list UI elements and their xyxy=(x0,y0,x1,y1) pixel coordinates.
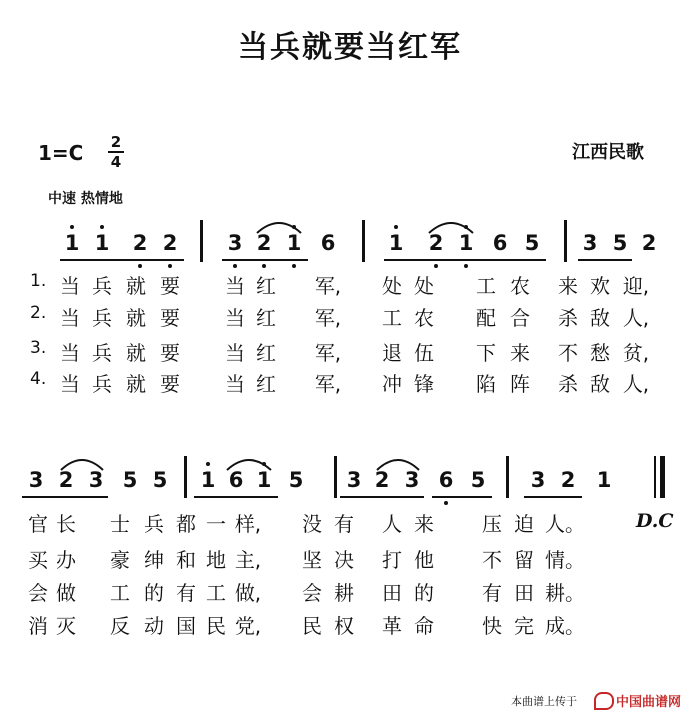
lyric-syllable: 没 xyxy=(302,512,322,536)
barline xyxy=(184,456,187,498)
octave-dot-low xyxy=(233,264,237,268)
lyric-syllable: 情。 xyxy=(545,548,585,572)
lyric-syllable: 田 xyxy=(382,581,402,605)
note-underline xyxy=(194,496,278,498)
lyric-syllable: 完 xyxy=(514,614,534,638)
lyric-syllable: 退 xyxy=(382,341,402,365)
lyric-syllable: 有 xyxy=(482,581,502,605)
lyric-syllable: 红 xyxy=(256,372,276,396)
note: 3 xyxy=(346,468,362,492)
barline xyxy=(564,220,567,262)
lyric-syllable: 红 xyxy=(256,306,276,330)
lyric-syllable: 军, xyxy=(314,341,342,365)
lyric-syllable: 当 xyxy=(60,274,80,298)
note: 1 xyxy=(200,468,216,492)
barline xyxy=(362,220,365,262)
note-underline xyxy=(222,259,308,261)
note: 1 xyxy=(458,231,474,255)
octave-dot-low xyxy=(262,264,266,268)
note: 2 xyxy=(560,468,576,492)
lyric-syllable: 迫 xyxy=(514,512,534,536)
lyric-syllable: 伍 xyxy=(414,341,434,365)
lyric-syllable: 耕 xyxy=(334,581,354,605)
lyric-syllable: 都 xyxy=(176,512,196,536)
lyric-syllable: 要 xyxy=(160,372,180,396)
final-barline-thick xyxy=(660,456,665,498)
note: 5 xyxy=(612,231,628,255)
lyric-syllable: 工 xyxy=(476,274,496,298)
note: 5 xyxy=(152,468,168,492)
lyric-syllable: 迎, xyxy=(622,274,650,298)
lyric-syllable: 坚 xyxy=(302,548,322,572)
lyric-syllable: 打 xyxy=(382,548,402,572)
lyric-syllable: 工 xyxy=(206,581,226,605)
lyric-syllable: 人。 xyxy=(545,512,585,536)
lyric-syllable: 人, xyxy=(622,306,650,330)
lyric-syllable: 敌 xyxy=(590,372,610,396)
lyric-syllable: 成。 xyxy=(545,614,585,638)
lyric-syllable: 处 xyxy=(414,274,434,298)
note: 3 xyxy=(404,468,420,492)
lyric-syllable: 长 xyxy=(56,512,76,536)
octave-dot-low xyxy=(138,264,142,268)
lyric-syllable: 会 xyxy=(28,581,48,605)
octave-dot-low xyxy=(168,264,172,268)
lyric-syllable: 豪 xyxy=(110,548,130,572)
lyric-syllable: 一 xyxy=(206,512,226,536)
slur xyxy=(256,219,302,235)
lyric-syllable: 的 xyxy=(414,581,434,605)
time-signature-bottom: 4 xyxy=(110,153,122,171)
note: 5 xyxy=(524,231,540,255)
site-logo-icon xyxy=(594,692,614,710)
note: 1 xyxy=(286,231,302,255)
key-signature: 1=C xyxy=(38,141,84,165)
lyric-syllable: 就 xyxy=(126,341,146,365)
lyric-syllable: 来 xyxy=(414,512,434,536)
song-title: 当兵就要当红军 xyxy=(238,30,462,65)
note: 6 xyxy=(320,231,336,255)
lyric-syllable: 军, xyxy=(314,306,342,330)
lyric-syllable: 合 xyxy=(510,306,530,330)
lyric-syllable: 有 xyxy=(176,581,196,605)
octave-dot-high xyxy=(100,225,104,229)
note: 2 xyxy=(374,468,390,492)
octave-dot-low xyxy=(464,264,468,268)
lyric-syllable: 要 xyxy=(160,274,180,298)
verse-number: 4. xyxy=(30,369,47,389)
lyric-syllable: 人, xyxy=(622,372,650,396)
lyric-syllable: 冲 xyxy=(382,372,402,396)
barline xyxy=(334,456,337,498)
lyric-syllable: 党, xyxy=(234,614,262,638)
octave-dot-low xyxy=(434,264,438,268)
note: 3 xyxy=(28,468,44,492)
lyric-syllable: 革 xyxy=(382,614,402,638)
final-barline-thin xyxy=(654,456,656,498)
verse-number: 2. xyxy=(30,303,47,323)
note: 1 xyxy=(64,231,80,255)
lyric-syllable: 阵 xyxy=(510,372,530,396)
slur xyxy=(60,456,104,472)
note: 5 xyxy=(288,468,304,492)
lyric-syllable: 地 xyxy=(206,548,226,572)
lyric-syllable: 决 xyxy=(334,548,354,572)
tempo-marking: 中速 热情地 xyxy=(48,191,123,207)
lyric-syllable: 绅 xyxy=(144,548,164,572)
lyric-syllable: 不 xyxy=(482,548,502,572)
note: 2 xyxy=(256,231,272,255)
lyric-syllable: 权 xyxy=(334,614,354,638)
lyric-syllable: 和 xyxy=(176,548,196,572)
lyric-syllable: 处 xyxy=(382,274,402,298)
lyric-syllable: 工 xyxy=(382,306,402,330)
lyric-syllable: 工 xyxy=(110,581,130,605)
note: 3 xyxy=(227,231,243,255)
note: 5 xyxy=(470,468,486,492)
lyric-syllable: 军, xyxy=(314,372,342,396)
lyric-syllable: 配 xyxy=(476,306,496,330)
lyric-syllable: 压 xyxy=(482,512,502,536)
lyric-syllable: 就 xyxy=(126,274,146,298)
lyric-syllable: 农 xyxy=(510,274,530,298)
lyric-syllable: 有 xyxy=(334,512,354,536)
lyric-syllable: 民 xyxy=(302,614,322,638)
note: 1 xyxy=(94,231,110,255)
note: 6 xyxy=(438,468,454,492)
lyric-syllable: 做, xyxy=(234,581,262,605)
lyric-syllable: 贫, xyxy=(622,341,650,365)
barline xyxy=(200,220,203,262)
note: 2 xyxy=(428,231,444,255)
lyric-syllable: 主, xyxy=(234,548,262,572)
lyric-syllable: 办 xyxy=(56,548,76,572)
lyric-syllable: 国 xyxy=(176,614,196,638)
lyric-syllable: 当 xyxy=(60,341,80,365)
lyric-syllable: 杀 xyxy=(558,372,578,396)
note-underline xyxy=(432,496,492,498)
dc-marking: D.C xyxy=(636,510,674,532)
note: 6 xyxy=(492,231,508,255)
lyric-syllable: 兵 xyxy=(92,306,112,330)
lyric-syllable: 的 xyxy=(144,581,164,605)
slur xyxy=(226,456,272,472)
lyric-syllable: 命 xyxy=(414,614,434,638)
octave-dot-high xyxy=(70,225,74,229)
lyric-syllable: 当 xyxy=(225,306,245,330)
lyric-syllable: 农 xyxy=(414,306,434,330)
slur xyxy=(376,456,420,472)
lyric-syllable: 兵 xyxy=(92,341,112,365)
note: 1 xyxy=(256,468,272,492)
lyric-syllable: 反 xyxy=(110,614,130,638)
lyric-syllable: 样, xyxy=(234,512,262,536)
note-underline xyxy=(384,259,546,261)
lyric-syllable: 灭 xyxy=(56,614,76,638)
lyric-syllable: 欢 xyxy=(590,274,610,298)
lyric-syllable: 动 xyxy=(144,614,164,638)
note: 2 xyxy=(641,231,657,255)
note: 2 xyxy=(58,468,74,492)
lyric-syllable: 消 xyxy=(28,614,48,638)
note-underline xyxy=(340,496,424,498)
verse-number: 3. xyxy=(30,338,47,358)
note: 5 xyxy=(122,468,138,492)
lyric-syllable: 军, xyxy=(314,274,342,298)
lyric-syllable: 当 xyxy=(60,372,80,396)
lyric-syllable: 官 xyxy=(28,512,48,536)
note: 3 xyxy=(582,231,598,255)
lyric-syllable: 不 xyxy=(558,341,578,365)
octave-dot-low xyxy=(444,501,448,505)
note-underline xyxy=(60,259,184,261)
lyric-syllable: 兵 xyxy=(92,372,112,396)
note: 1 xyxy=(596,468,612,492)
lyric-syllable: 兵 xyxy=(92,274,112,298)
lyric-syllable: 愁 xyxy=(590,341,610,365)
site-logo-text: 中国曲谱网 xyxy=(616,695,682,710)
lyric-syllable: 敌 xyxy=(590,306,610,330)
note: 6 xyxy=(228,468,244,492)
verse-number: 1. xyxy=(30,271,47,291)
lyric-syllable: 下 xyxy=(476,341,496,365)
lyric-syllable: 来 xyxy=(558,274,578,298)
lyric-syllable: 快 xyxy=(482,614,502,638)
note-underline xyxy=(578,259,632,261)
note: 1 xyxy=(388,231,404,255)
lyric-syllable: 会 xyxy=(302,581,322,605)
lyric-syllable: 陷 xyxy=(476,372,496,396)
lyric-syllable: 当 xyxy=(225,372,245,396)
note: 3 xyxy=(530,468,546,492)
lyric-syllable: 要 xyxy=(160,306,180,330)
note: 3 xyxy=(88,468,104,492)
lyric-syllable: 留 xyxy=(514,548,534,572)
note-underline xyxy=(524,496,582,498)
lyric-syllable: 来 xyxy=(510,341,530,365)
lyric-syllable: 当 xyxy=(60,306,80,330)
lyric-syllable: 杀 xyxy=(558,306,578,330)
song-origin: 江西民歌 xyxy=(572,142,644,163)
lyric-syllable: 耕。 xyxy=(545,581,585,605)
lyric-syllable: 田 xyxy=(514,581,534,605)
upload-credit: 本曲谱上传于 xyxy=(511,695,577,708)
lyric-syllable: 当 xyxy=(225,341,245,365)
octave-dot-low xyxy=(292,264,296,268)
lyric-syllable: 就 xyxy=(126,372,146,396)
lyric-syllable: 当 xyxy=(225,274,245,298)
note: 2 xyxy=(162,231,178,255)
lyric-syllable: 买 xyxy=(28,548,48,572)
octave-dot-high xyxy=(206,462,210,466)
lyric-syllable: 民 xyxy=(206,614,226,638)
note-underline xyxy=(22,496,108,498)
lyric-syllable: 士 xyxy=(110,512,130,536)
lyric-syllable: 就 xyxy=(126,306,146,330)
lyric-syllable: 做 xyxy=(56,581,76,605)
site-logo[interactable] xyxy=(594,691,681,710)
octave-dot-high xyxy=(394,225,398,229)
lyric-syllable: 红 xyxy=(256,341,276,365)
time-signature xyxy=(106,134,126,170)
slur xyxy=(428,219,474,235)
barline xyxy=(506,456,509,498)
note: 2 xyxy=(132,231,148,255)
time-signature-top: 2 xyxy=(110,133,122,151)
lyric-syllable: 要 xyxy=(160,341,180,365)
lyric-syllable: 红 xyxy=(256,274,276,298)
lyric-syllable: 锋 xyxy=(414,372,434,396)
lyric-syllable: 兵 xyxy=(144,512,164,536)
lyric-syllable: 人 xyxy=(382,512,402,536)
lyric-syllable: 他 xyxy=(414,548,434,572)
